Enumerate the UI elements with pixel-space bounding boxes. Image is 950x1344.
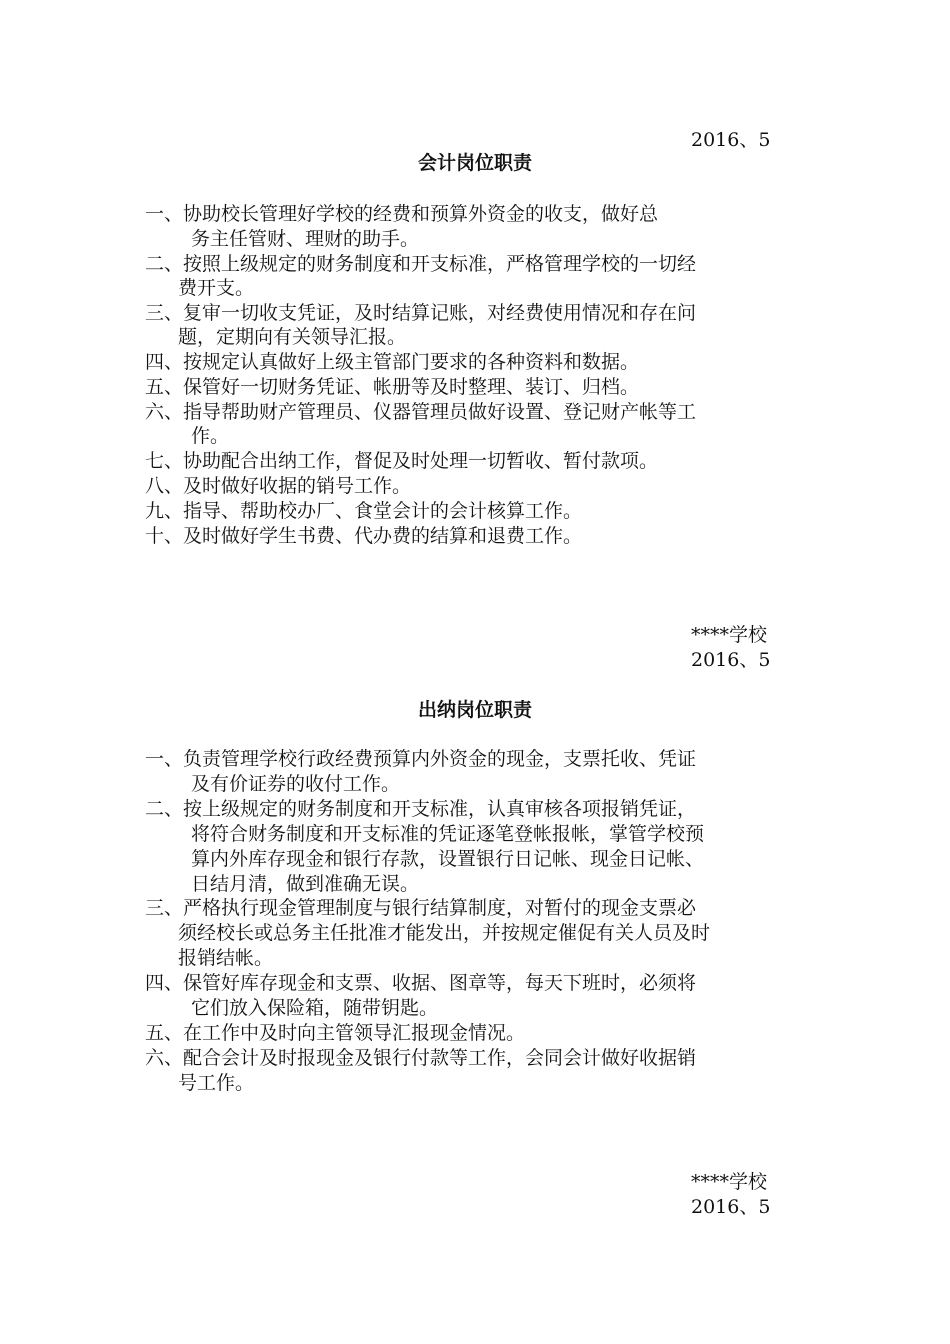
list-item-line: 三、复审一切收支凭证，及时结算记账，对经费使用情况和存在问	[145, 302, 697, 324]
signature: ****学校	[691, 624, 768, 646]
list-item-line: 八、及时做好收据的销号工作。	[145, 475, 412, 497]
list-item-line: 须经校长或总务主任批准才能发出，并按规定催促有关人员及时	[178, 922, 711, 944]
signature-date: 2016、5	[691, 1196, 771, 1218]
list-item-line: 一、协助校长管理好学校的经费和预算外资金的收支，做好总	[145, 203, 659, 225]
list-item-line: 号工作。	[178, 1072, 255, 1094]
signature-date: 2016、5	[691, 649, 771, 671]
list-item-line: 将符合财务制度和开支标准的凭证逐笔登帐报帐，掌管学校预	[191, 823, 705, 845]
section-title: 会计岗位职责	[417, 152, 532, 174]
list-item-line: 四、保管好库存现金和支票、收据、图章等，每天下班时，必须将	[145, 972, 697, 994]
list-item-line: 五、在工作中及时向主管领导汇报现金情况。	[145, 1022, 526, 1044]
section-title: 出纳岗位职责	[417, 699, 532, 721]
signature: ****学校	[691, 1171, 768, 1193]
list-item-line: 二、按上级规定的财务制度和开支标准，认真审核各项报销凭证，	[145, 798, 697, 820]
list-item-line: 作。	[191, 425, 230, 447]
list-item-line: 二、按照上级规定的财务制度和开支标准，严格管理学校的一切经	[145, 253, 697, 275]
list-item-line: 费开支。	[178, 277, 255, 299]
list-item-line: 五、保管好一切财务凭证、帐册等及时整理、装订、归档。	[145, 376, 640, 398]
list-item-line: 九、指导、帮助校办厂、食堂会计的会计核算工作。	[145, 500, 583, 522]
list-item-line: 一、负责管理学校行政经费预算内外资金的现金，支票托收、凭证	[145, 748, 697, 770]
top-date: 2016、5	[691, 129, 771, 151]
list-item-line: 及有价证券的收付工作。	[191, 773, 401, 795]
list-item-line: 务主任管财、理财的助手。	[191, 228, 420, 250]
list-item-line: 六、指导帮助财产管理员、仪器管理员做好设置、登记财产帐等工	[145, 401, 697, 423]
list-item-line: 日结月清，做到准确无误。	[191, 873, 420, 895]
list-item-line: 十、及时做好学生书费、代办费的结算和退费工作。	[145, 525, 583, 547]
list-item-line: 三、严格执行现金管理制度与银行结算制度，对暂付的现金支票必	[145, 897, 697, 919]
list-item-line: 六、配合会计及时报现金及银行付款等工作，会同会计做好收据销	[145, 1047, 697, 1069]
list-item-line: 四、按规定认真做好上级主管部门要求的各种资料和数据。	[145, 351, 640, 373]
list-item-line: 报销结帐。	[178, 947, 274, 969]
list-item-line: 算内外库存现金和银行存款，设置银行日记帐、现金日记帐、	[191, 848, 705, 870]
list-item-line: 它们放入保险箱，随带钥匙。	[191, 997, 439, 1019]
list-item-line: 七、协助配合出纳工作，督促及时处理一切暂收、暂付款项。	[145, 450, 659, 472]
list-item-line: 题，定期向有关领导汇报。	[178, 326, 407, 348]
